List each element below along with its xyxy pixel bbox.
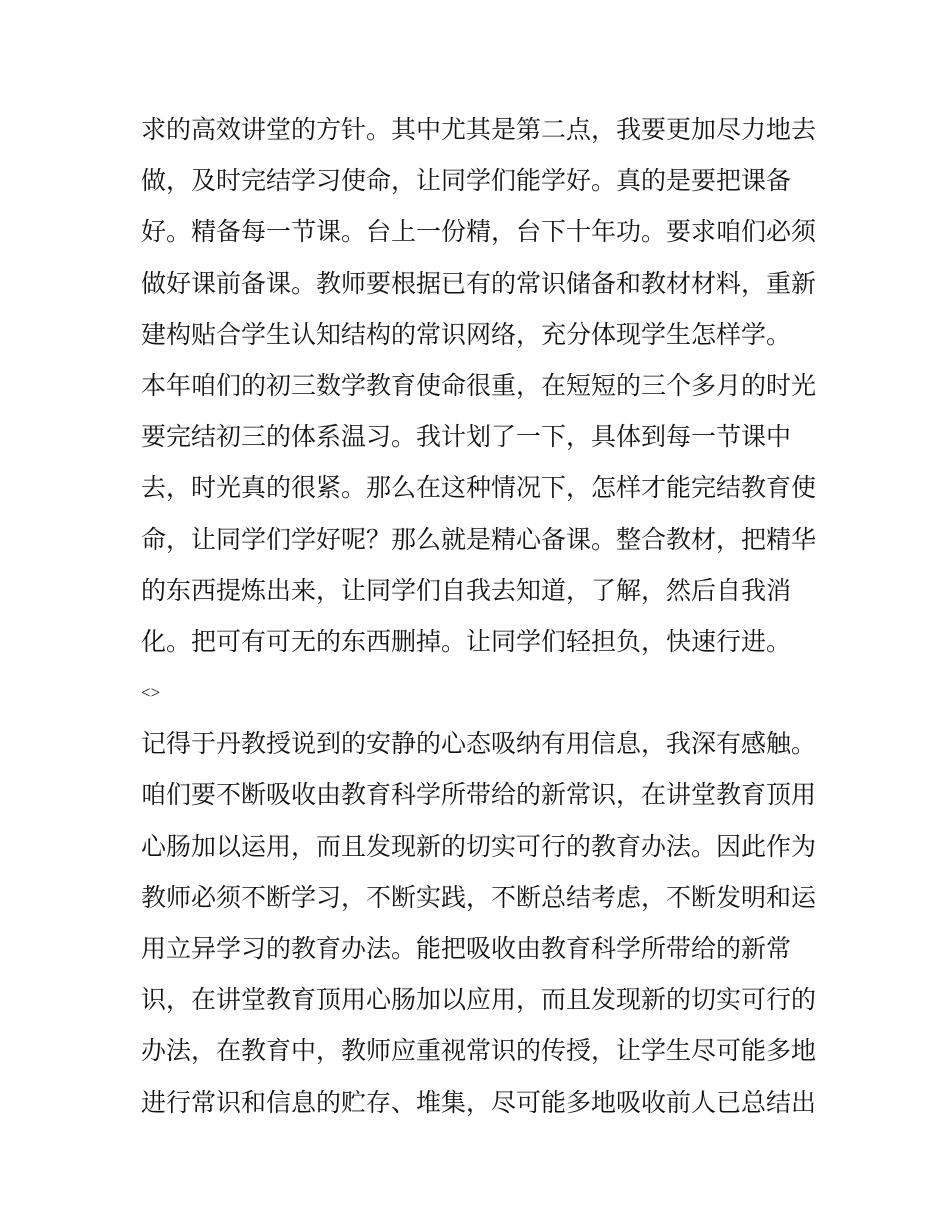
text-line: 命，让同学们学好呢？那么就是精心备课。整合教材，把精华 — [141, 524, 817, 554]
body-text — [141, 104, 821, 1128]
text-line: 本年咱们的初三数学教育使命很重，在短短的三个多月的时光 — [141, 370, 817, 400]
text-line: 记得于丹教授说到的安静的心态吸纳有用信息，我深有感触。 — [141, 729, 817, 759]
text-line: 化。把可有可无的东西删掉。让同学们轻担负，快速行进。 — [141, 626, 792, 656]
text-line: 教师必须不断学习，不断实践，不断总结考虑，不断发明和运 — [141, 882, 817, 912]
text-line: 心肠加以运用，而且发现新的切实可行的教育办法。因此作为 — [141, 831, 817, 861]
text-line: 好。精备每一节课。台上一份精，台下十年功。要求咱们必须 — [141, 217, 817, 247]
text-line: 求的高效讲堂的方针。其中尤其是第二点，我要更加尽力地去 — [141, 115, 817, 144]
text-line: 用立异学习的教育办法。能把吸收由教育科学所带给的新常 — [141, 934, 792, 963]
text-line: 做，及时完结学习使命，让同学们能学好。真的是要把课备 — [141, 166, 792, 196]
text-line: 去，时光真的很紧。那么在这种情况下，怎样才能完结教育使 — [141, 473, 817, 503]
text-line: 识，在讲堂教育顶用心肠加以应用，而且发现新的切实可行的 — [141, 985, 817, 1015]
text-line: 咱们要不断吸收由教育科学所带给的新常识，在讲堂教育顶用 — [141, 780, 817, 810]
text-line: 进行常识和信息的贮存、堆集，尽可能多地吸收前人已总结出 — [141, 1087, 817, 1117]
text-line: 做好课前备课。教师要根据已有的常识储备和教材材料，重新 — [141, 268, 817, 298]
text-line: 建构贴合学生认知结构的常识网络，充分体现学生怎样学。 — [141, 319, 792, 349]
text-line: 办法，在教育中，教师应重视常识的传授，让学生尽可能多地 — [141, 1036, 817, 1066]
text-line: 的东西提炼出来，让同学们自我去知道，了解，然后自我消 — [141, 575, 792, 605]
text-line: 要完结初三的体系温习。我计划了一下，具体到每一节课中 — [141, 422, 792, 452]
section-marker: <> — [141, 683, 161, 703]
